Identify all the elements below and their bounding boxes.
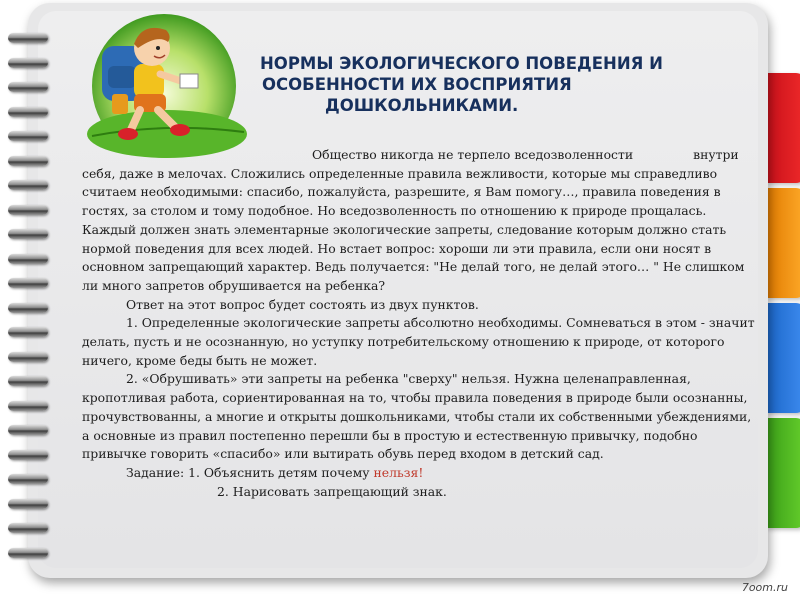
binder-ring [8, 254, 48, 264]
page-title [250, 53, 720, 116]
binder-ring [8, 33, 48, 43]
task-line-1 [82, 464, 762, 483]
paragraph-1 [82, 146, 762, 296]
map-paper [180, 74, 198, 88]
paragraph-4: 2. «Обрушивать» эти запреты на ребенка "сверху" нельзя. Нужна целенаправленная, кропотливая работа, сориентированная на то, чтобы правила поведения в природе были осознанны, прочувствованны, а многие и открыты дошкольниками, чтобы стали их собственными убеждениями, а основные из правил постепенно перешли бы в простую и естественную привычку, подобно привычке говорить «спасибо» или вытирать обувь перед входом в детский сад. [82, 371, 752, 462]
binder-ring [8, 474, 48, 484]
binder-ring [8, 327, 48, 337]
tab-blue[interactable] [766, 303, 800, 413]
tab-green[interactable] [766, 418, 800, 528]
binder-ring [8, 180, 48, 190]
binder-ring [8, 82, 48, 92]
paragraph-1-rest: себя, даже в мелочах. Сложились определенные правила вежливости, которые мы справедливо считаем необходимыми: спасибо, пожалуйста, разрешите, я Вам помогу…, правила поведения в гостях, за столом и тому подобное. Но вседозволенность по отношению к природе прощалась. Каждый должен знать элементарные экологические запреты, следование которым должно стать нормой поведения для всех людей. Но встает вопрос: хороши ли эти правила, если они носят в основном запрещающий характер. Ведь получается: "Не делай того, не делай этого… " Не слишком ли много запретов обрушивается на ребенка? [82, 165, 745, 293]
binder-ring [8, 303, 48, 313]
task-1-highlight: нельзя [373, 464, 419, 480]
binder-ring [8, 131, 48, 141]
binder-rings [8, 33, 54, 573]
task-line-2: 2. Нарисовать запрещающий знак. [217, 483, 447, 499]
binder-ring [8, 548, 48, 558]
binder-ring [8, 156, 48, 166]
binder-ring [8, 425, 48, 435]
lantern [112, 94, 128, 114]
boy-shirt [134, 64, 164, 98]
binder-ring [8, 205, 48, 215]
paragraph-1-start: Общество никогда не терпело вседозволенности [312, 147, 634, 162]
title-line-2: ОСОБЕННОСТИ ИХ ВОСПРИЯТИЯ [262, 75, 572, 94]
binder-ring [8, 58, 48, 68]
binder-ring [8, 278, 48, 288]
boy-shoe-right [170, 124, 190, 136]
paragraph-1-word: внутри [693, 147, 739, 162]
boy-eye [156, 46, 160, 50]
tab-orange[interactable] [766, 188, 800, 298]
task-label: Задание: [126, 464, 185, 480]
binder-ring [8, 376, 48, 386]
title-line-3: ДОШКОЛЬНИКАМИ. [325, 96, 519, 115]
binder-ring [8, 401, 48, 411]
backpack-pocket [108, 66, 136, 88]
binder-ring [8, 523, 48, 533]
paragraph-2: Ответ на этот вопрос будет состоять из двух пунктов. [126, 296, 479, 312]
binder-ring [8, 450, 48, 460]
binder-ring [8, 229, 48, 239]
watermark: 7oom.ru [741, 581, 788, 594]
body-text [82, 146, 762, 501]
paragraph-3: 1. Определенные экологические запреты абсолютно необходимы. Сомневаться в этом - значит делать, пусть и не осознанную, но уступку потребительскому отношению к природе, от которого ничего, кроме беды быть не может. [82, 315, 755, 368]
task-1-text: 1. Объяснить детям почему [188, 464, 374, 480]
binder-ring [8, 107, 48, 117]
binder-ring [8, 499, 48, 509]
title-line-1: НОРМЫ ЭКОЛОГИЧЕСКОГО ПОВЕДЕНИЯ И [260, 54, 663, 73]
binder-ring [8, 352, 48, 362]
tab-red[interactable] [766, 73, 800, 183]
hiking-boy-illustration [72, 4, 252, 164]
task-1-exclaim: ! [418, 464, 424, 480]
boy-shoe-left [118, 128, 138, 140]
